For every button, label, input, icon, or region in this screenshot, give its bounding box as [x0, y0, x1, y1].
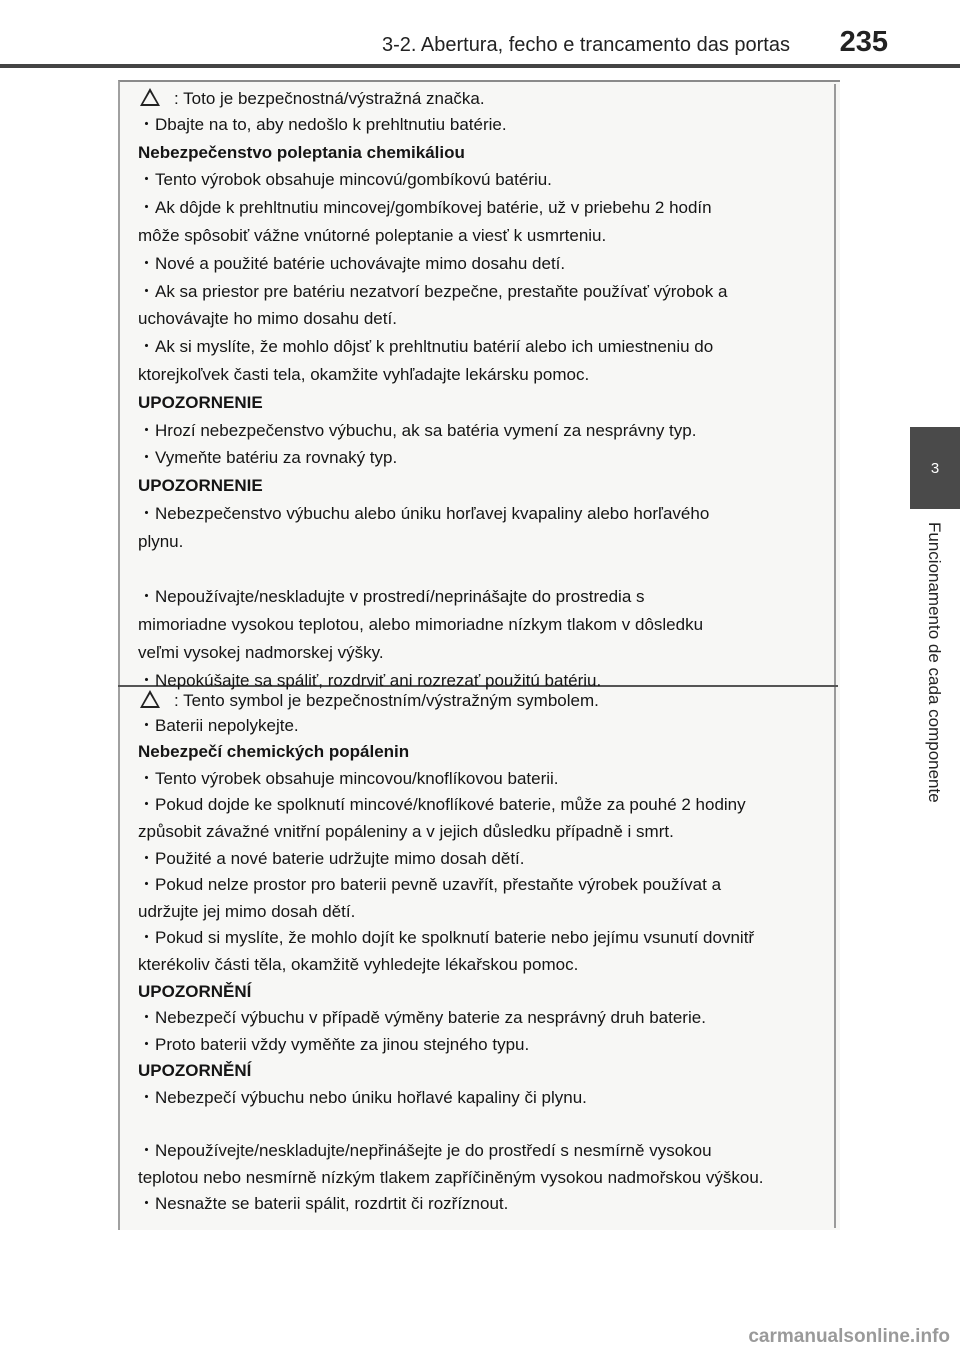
- czech-text-line: UPOZORNĚNÍ: [138, 1061, 252, 1081]
- czech-text-line: ・Pokud dojde ke spolknutí mincové/knoflíkové baterie, může za pouhé 2 hodiny: [138, 795, 746, 815]
- page-number: 235: [839, 26, 888, 58]
- czech-symbol-text: : Tento symbol je bezpečnostním/výstražným symbolem.: [174, 691, 599, 710]
- czech-warning-block: [138, 690, 818, 1222]
- slovak-text-line: ・Ak si myslíte, že mohlo dôjsť k prehltnutiu batérií alebo ich umiestneniu do: [138, 337, 714, 357]
- slovak-text-line: ・Nebezpečenstvo výbuchu alebo úniku horľavej kvapaliny alebo horľavého: [138, 503, 710, 523]
- czech-text-line: kterékoliv části těla, okamžitě vyhledejte lékařskou pomoc.: [138, 954, 579, 974]
- scan-right-edge: [834, 84, 836, 1228]
- header-rule: [0, 64, 960, 68]
- slovak-text-line: ・Nepokúšajte sa spáliť, rozdrviť ani rozrezať použitú batériu.: [138, 670, 602, 690]
- slovak-text-line: mimoriadne vysokou teplotou, alebo mimoriadne nízkym tlakom v dôsledku: [138, 615, 704, 635]
- czech-symbol-note: [138, 690, 818, 717]
- header-title: 3-2. Abertura, fecho e trancamento das portas: [381, 34, 790, 56]
- slovak-text-line: plynu.: [138, 531, 184, 551]
- czech-text-line: ・Baterii nepolykejte.: [138, 715, 299, 735]
- czech-text-line: ・Nebezpečí výbuchu nebo úniku hořlavé kapaliny či plynu.: [138, 1087, 587, 1107]
- slovak-text-line: Nebezpečenstvo poleptania chemikáliou: [138, 142, 465, 162]
- slovak-text-line: uchovávajte ho mimo dosahu detí.: [138, 309, 397, 329]
- czech-text-line: ・Pokud nelze prostor pro baterii pevně uzavřít, přestaňte výrobek používat a: [138, 875, 722, 895]
- slovak-text-line: ・Hrozí nebezpečenstvo výbuchu, ak sa batéria vymení za nesprávny typ.: [138, 420, 697, 440]
- czech-text-line: ・Tento výrobek obsahuje mincovou/knoflíkovou baterii.: [138, 768, 559, 788]
- czech-text-line: Nebezpečí chemických popálenin: [138, 742, 410, 762]
- slovak-text-line: veľmi vysokej nadmorskej výšky.: [138, 642, 384, 662]
- chapter-label: Funcionamento de cada componente: [925, 522, 944, 803]
- czech-text-line: ・Použité a nové baterie udržujte mimo dosah dětí.: [138, 848, 525, 868]
- slovak-text-line: ・Vymeňte batériu za rovnaký typ.: [138, 448, 398, 468]
- slovak-text-line: ・Tento výrobok obsahuje mincovú/gombíkovú batériu.: [138, 170, 552, 190]
- slovak-warning-block: [138, 88, 818, 700]
- slovak-symbol-text: : Toto je bezpečnostná/výstražná značka.: [174, 89, 485, 108]
- slovak-text-line: môže spôsobiť vážne vnútorné poleptanie a viesť k usmrteniu.: [138, 225, 607, 245]
- czech-text-line: ・Nebezpečí výbuchu v případě výměny baterie za nesprávný druh baterie.: [138, 1008, 706, 1028]
- czech-text-line: UPOZORNĚNÍ: [138, 981, 252, 1001]
- slovak-text-line: ・Ak sa priestor pre batériu nezatvorí bezpečne, prestaňte používať výrobok a: [138, 281, 728, 301]
- slovak-text-line: ktorejkoľvek časti tela, okamžite vyhľadajte lekársku pomoc.: [138, 364, 590, 384]
- warning-triangle-icon: [140, 690, 160, 708]
- czech-text-line: [138, 1116, 818, 1143]
- warning-triangle-icon: [140, 88, 160, 106]
- czech-text-line: ・Nesnažte se baterii spálit, rozdrtit či rozříznout.: [138, 1194, 509, 1214]
- slovak-text-line: ・Nové a použité batérie uchovávajte mimo dosahu detí.: [138, 253, 566, 273]
- czech-text-line: teplotou nebo nesmírně nízkým tlakem zapříčiněným vysokou nadmořskou výškou.: [138, 1167, 764, 1187]
- czech-text-line: ・Pokud si myslíte, že mohlo dojít ke spolknutí baterie nebo jejímu vsunutí dovnitř: [138, 928, 755, 948]
- slovak-text-line: ・Nepoužívajte/neskladujte v prostredí/neprinášajte do prostredia s: [138, 587, 645, 607]
- czech-text-line: udržujte jej mimo dosah dětí.: [138, 901, 356, 921]
- slovak-text-line: UPOZORNENIE: [138, 392, 263, 412]
- slovak-text-line: [138, 561, 818, 589]
- slovak-text-line: ・Ak dôjde k prehltnutiu mincovej/gombíkovej batérie, už v priebehu 2 hodín: [138, 198, 712, 218]
- slovak-text-line: ・Dbajte na to, aby nedošlo k prehltnutiu batérie.: [138, 114, 507, 134]
- czech-text-line: ・Proto baterii vždy vyměňte za jinou stejného typu.: [138, 1034, 530, 1054]
- slovak-symbol-note: [138, 88, 818, 116]
- chapter-tab[interactable]: 3: [910, 427, 960, 509]
- czech-text-line: ・Nepoužívejte/neskladujte/nepřinášejte je do prostředí s nesmírně vysokou: [138, 1141, 712, 1161]
- slovak-text-line: UPOZORNENIE: [138, 476, 263, 496]
- czech-text-line: způsobit závažné vnitřní popáleniny a v jejich důsledku případně i smrt.: [138, 821, 674, 841]
- watermark: carmanualsonline.info: [748, 1326, 950, 1347]
